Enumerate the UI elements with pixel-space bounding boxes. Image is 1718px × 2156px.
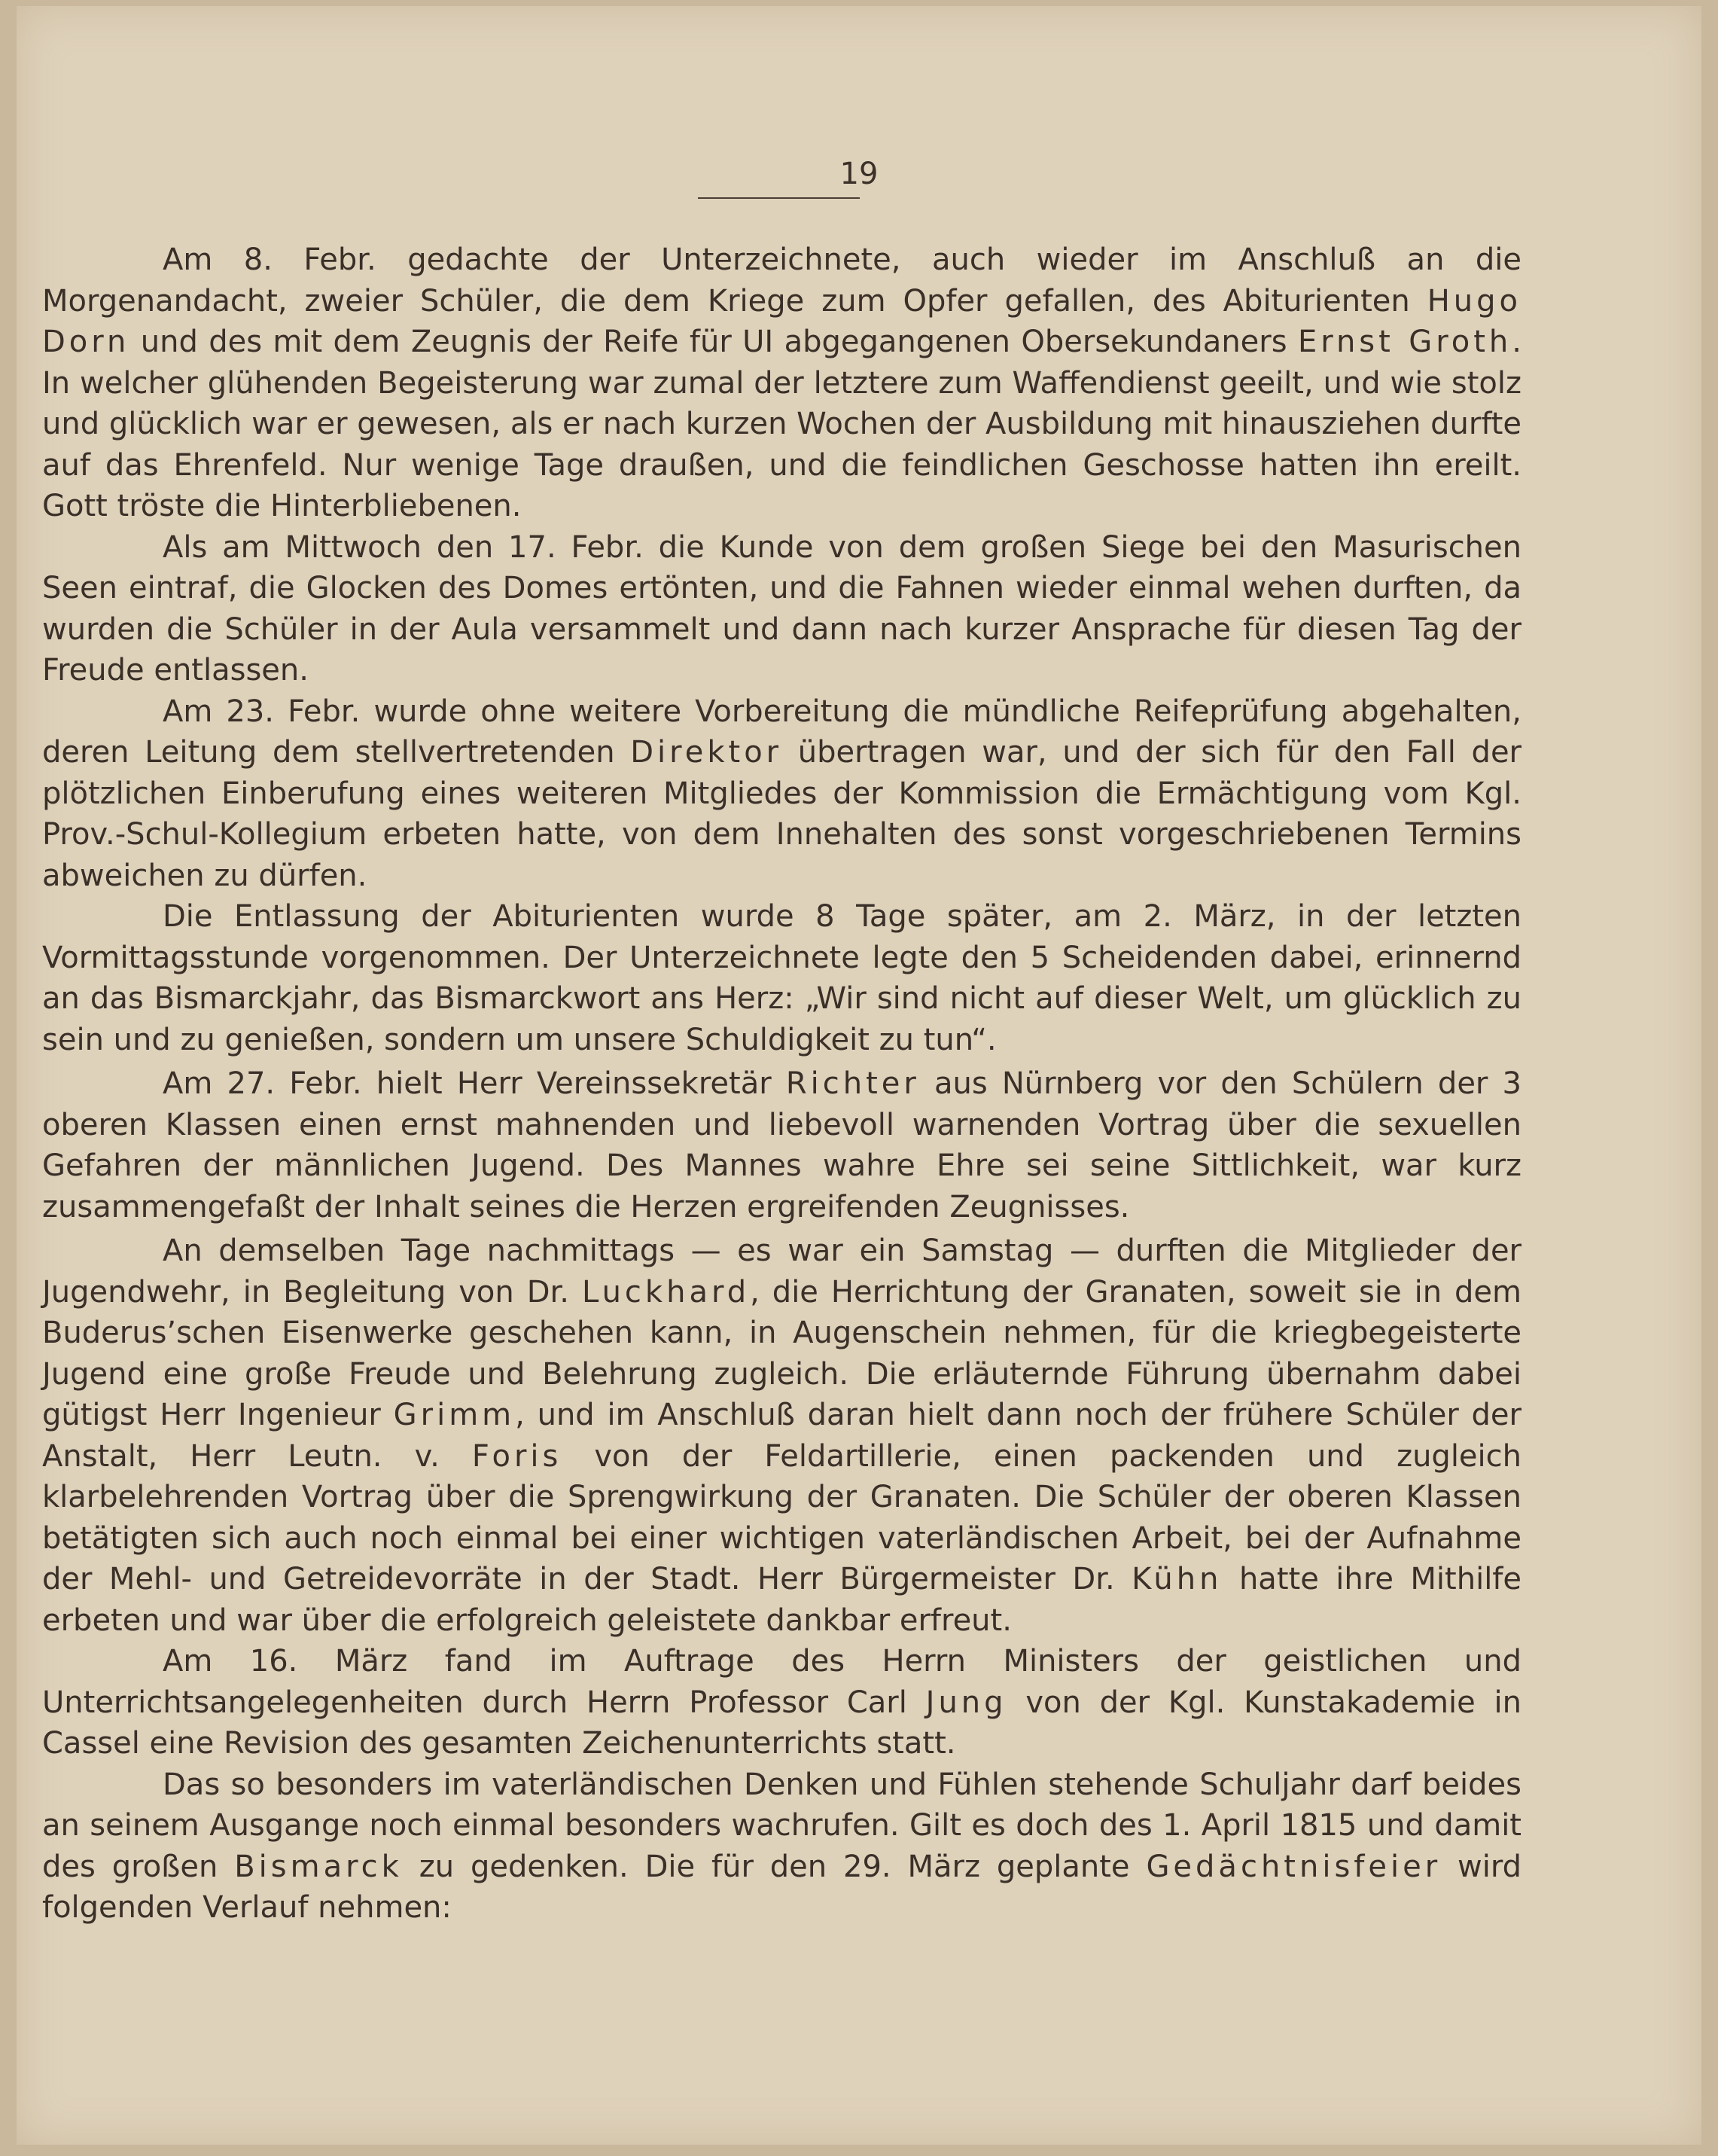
paragraph-revision: Am 16. März fand im Auftrage des Herrn Ministers der geistlichen und Unterrichtsangelegenheiten durch Herrn Professor Carl Jung von der Kgl. Kunstakademie in Cassel eine Revision des gesamten Zeichenunterrichts statt.: [42, 1644, 1522, 1761]
paragraph-jugendwehr: An demselben Tage nachmittags — es war ein Samstag — durften die Mitglieder der Jugendwehr, in Begleitung von Dr. Luckhard, die Herrichtung der Granaten, soweit sie in dem Buderus’schen Eisenwerke geschehen kann, in Augenschein nehmen, für die kriegbegeisterte Jugend eine große Freude und Belehrung zugleich. Die erläuternde Führung übernahm dabei gütigst Herr Ingenieur Grimm, und im Anschluß daran hielt dann noch der frühere Schüler der Anstalt, Herr Leutn. v. Foris von der Feldartillerie, einen packenden und zugleich klarbelehrenden Vortrag über die Sprengwirkung der Granaten. Die Schüler der oberen Klassen betätigten sich auch noch einmal bei einer wichtigen vaterländischen Arbeit, bei der Aufnahme der Mehl- und Getreidevorräte in der Stadt. Herr Bürgermeister Dr. Kühn hatte ihre Mithilfe erbeten und war über die erfolgreich geleistete dankbar erfreut.: [42, 1234, 1522, 1638]
name-direktor: Direktor: [630, 735, 783, 770]
word-gedaechtnisfeier: Gedächtnisfeier: [1146, 1849, 1442, 1884]
paragraph-reifepruefung: Am 23. Febr. wurde ohne weitere Vorbereitung die mündliche Reifeprüfung abgehalten, deren Leitung dem stellvertretenden Direktor übertragen war, und der sich für den Fall der plötzlichen Einberufung eines weiteren Mitgliedes der Kommission die Ermächtigung vom Kgl. Prov.-Schul-Kollegium erbeten hatte, von dem Innehalten des sonst vorgeschriebenen Termins abweichen zu dürfen.: [42, 694, 1522, 893]
body-text: [42, 239, 1522, 1929]
paragraph-vortrag-richter: Am 27. Febr. hielt Herr Vereinssekretär Richter aus Nürnberg vor den Schülern der 3 oberen Klassen einen ernst mahnenden und liebevoll warnenden Vortrag über die sexuellen Gefahren der männlichen Jugend. Des Mannes wahre Ehre sei seine Sittlichkeit, war kurz zusammengefaßt der Inhalt seines die Herzen ergreifenden Zeugnisses.: [42, 1066, 1522, 1224]
name-hugo-dorn: Hugo Dorn: [42, 283, 1522, 359]
name-ernst-groth: Ernst Groth: [1297, 325, 1512, 359]
name-bismarck: Bismarck: [234, 1849, 403, 1884]
document-page: [17, 6, 1701, 2145]
name-richter: Richter: [785, 1066, 920, 1101]
paragraph-gedaechtnisfeier: Das so besonders im vaterländischen Denken und Fühlen stehende Schuljahr darf beides an seinem Ausgange noch einmal besonders wachrufen. Gilt es doch des 1. April 1815 und damit des großen Bismarck zu gedenken. Die für den 29. März geplante Gedächtnisfeier wird folgenden Verlauf nehmen:: [42, 1767, 1522, 1925]
paragraph-dorn-groth: Am 8. Febr. gedachte der Unterzeichnete, auch wieder im Anschluß an die Morgenandacht, zweier Schüler, die dem Kriege zum Opfer gefallen, des Abiturienten Hugo Dorn und des mit dem Zeugnis der Reife für UI abgegangenen Obersekundaners Ernst Groth. In welcher glühenden Begeisterung war zumal der letztere zum Waffendienst geeilt, und wie stolz und glücklich war er gewesen, als er nach kurzen Wochen der Ausbildung mit hinausziehen durfte auf das Ehrenfeld. Nur wenige Tage draußen, und die feindlichen Geschosse hatten ihn ereilt. Gott tröste die Hinterbliebenen.: [42, 242, 1522, 523]
page-number: 19: [839, 157, 879, 191]
page-number-rule: [698, 197, 860, 199]
name-grimm: Grimm: [393, 1398, 516, 1432]
name-foris: Foris: [471, 1438, 562, 1474]
name-kuehn: Kühn: [1132, 1562, 1223, 1596]
name-luckhard: Luckhard: [582, 1274, 751, 1310]
paragraph-entlassung: Die Entlassung der Abiturienten wurde 8 Tage später, am 2. März, in der letzten Vormittagsstunde vorgenommen. Der Unterzeichnete legte den 5 Scheidenden dabei, erinnernd an das Bismarckjahr, das Bismarckwort ans Herz: „Wir sind nicht auf dieser Welt, um glücklich zu sein und zu genießen, sondern um unsere Schuldigkeit zu tun“.: [42, 899, 1522, 1057]
paragraph-masuren: Als am Mittwoch den 17. Febr. die Kunde von dem großen Siege bei den Masurischen Seen eintraf, die Glocken des Domes ertönten, und die Fahnen wieder einmal wehen durften, da wurden die Schüler in der Aula versammelt und dann nach kurzer Ansprache für diesen Tag der Freude entlassen.: [42, 529, 1522, 688]
name-jung: Jung: [925, 1685, 1007, 1720]
